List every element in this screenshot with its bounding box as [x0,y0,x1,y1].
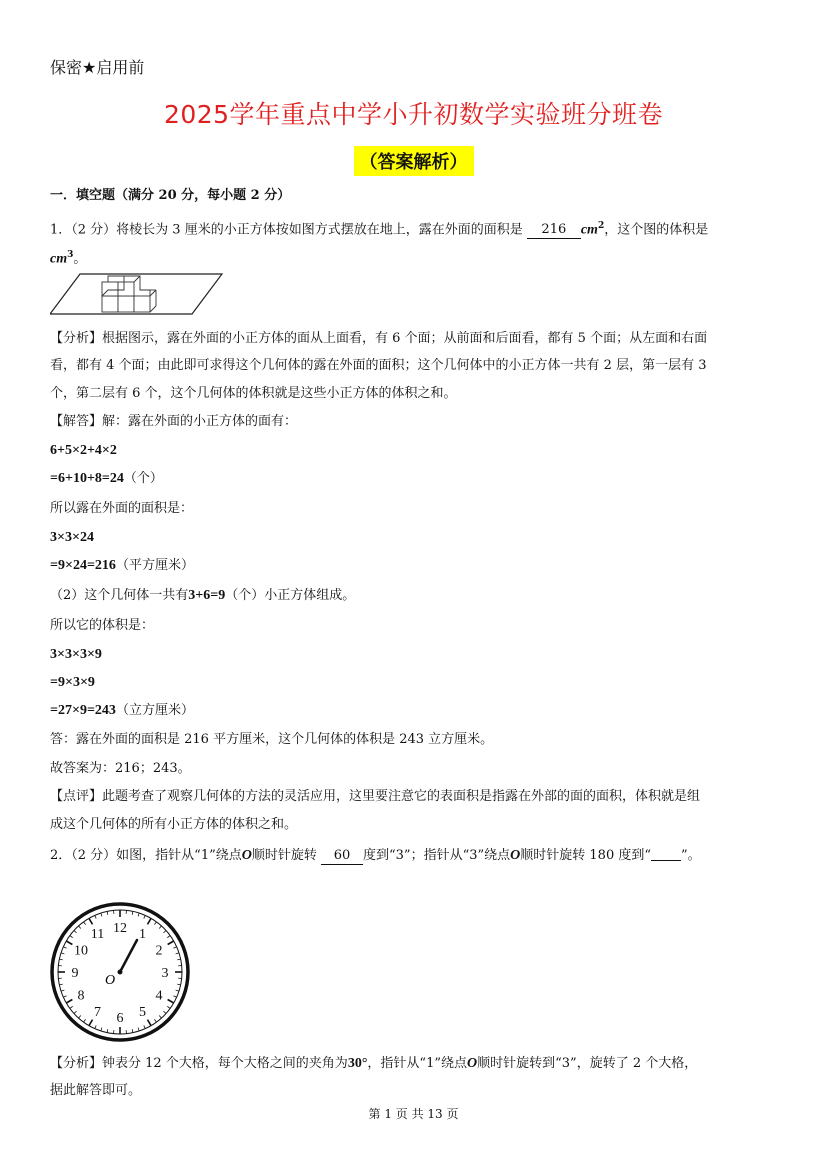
page-title: 2025学年重点中学小升初数学实验班分班卷 [163,100,664,129]
q1-sup2: 2 [597,221,605,231]
answer-tag-wrap [0,146,827,176]
clock-pivot [118,970,123,975]
q1-part2-math: 3+6=9 [188,588,226,603]
q1-sup3: 3 [67,250,74,260]
q1-eq5: 3×3×3×9 [50,647,102,662]
q1-unit-cm2: cm [580,222,598,238]
q2-mid3: 顺时针旋转 180 度到“ [520,848,652,863]
q2-prefix: 2．（2 分）如图，指针从“1”绕点 [50,848,242,863]
q2-answer-blank: 60 [321,848,363,865]
q1-eq2: =6+10+8=24 [50,471,124,486]
q1-eq4-line [50,558,194,574]
q2-analysis-2: 据此解答即可。 [50,1083,142,1098]
clock-number: 10 [74,943,89,959]
q1-analysis-2: 看，都有 4 个面；由此即可求得这个几何体的露在外面的面积；这个几何体中的小正方体一共有 2 层，第一层有 3 [50,358,707,373]
q1-eq2-line [50,471,163,487]
clock-number: 1 [139,927,146,943]
page-footer: 第 1 页 共 13 页 [368,1107,459,1121]
q1-eq2-unit: （个） [123,471,163,486]
q2-analysis-deg: 30° [347,1056,368,1071]
q1-volume-intro: 所以它的体积是： [50,618,155,633]
clock-number: 6 [116,1011,124,1026]
q1-eq7-line [50,703,194,719]
clock-number: 12 [113,921,127,936]
q1-final-answer: 故答案为：216；243。 [50,761,191,776]
q2-blank2 [651,847,681,861]
q2-point1: O [241,848,252,863]
q1-suffix: ，这个图的体积是 [604,222,709,238]
q1-eq6: =9×3×9 [50,675,95,690]
clock-figure [48,902,193,1042]
q1-analysis-3: 个，第二层有 6 个，这个几何体的体积就是这些小正方体的体积之和。 [50,386,457,401]
q1-eq7: =27×9=243 [50,703,116,718]
clock-number: 8 [77,988,85,1004]
q2-point2: O [510,848,521,863]
q1-eq4-unit: （平方厘米） [115,558,194,573]
clock-number: 2 [155,943,163,959]
q1-comment-2: 成这个几何体的所有小正方体的体积之和。 [50,817,298,832]
cube-stack [102,276,156,312]
q1-answer-blank: 216 [527,222,581,239]
q1-stem-cont [50,247,86,267]
q2-analysis-1c: 顺时针旋转到“3”，旋转了 2 个大格， [477,1056,698,1071]
q1-part2-a: （2）这个几何体一共有 [50,588,189,603]
clock-number: 3 [161,966,169,981]
clock-center-label: O [105,973,116,988]
q2-end: ”。 [681,848,701,863]
clock-number: 7 [94,1004,101,1020]
answer-tag: （答案解析） [354,146,474,176]
clock-number: 9 [71,966,79,981]
q1-end: 。 [73,251,87,267]
q2-analysis-1a: 【分析】钟表分 12 个大格，每个大格之间的夹角为 [50,1056,348,1071]
q1-solution-intro: 【解答】解：露在外面的小正方体的面有： [50,414,298,429]
q1-eq7-unit: （立方厘米） [115,703,194,718]
q1-answer-line: 答：露在外面的面积是 216 平方厘米，这个几何体的体积是 243 立方厘米。 [50,732,494,747]
q2-analysis-1b: ，指针从“1”绕点 [367,1056,467,1071]
q1-part2-line [50,588,355,604]
clock-number: 5 [139,1004,146,1020]
q2-analysis-1 [50,1056,697,1072]
q1-eq1: 6+5×2+4×2 [50,443,117,458]
q2-mid2: 度到“3”；指针从“3”绕点 [363,848,511,863]
section-heading: 一．填空题（满分 20 分，每小题 2 分） [50,188,291,203]
cube-figure [50,270,225,318]
q1-comment-1: 【点评】此题考查了观察几何体的方法的灵活应用，这里要注意它的表面积是指露在外部的面的面积，体积就是组 [50,789,701,804]
clock-number: 4 [155,988,163,1004]
q1-eq3: 3×3×24 [50,530,94,545]
clock-number: 11 [90,927,105,943]
q1-unit-cm3: cm [50,251,68,267]
q2-stem [50,847,701,865]
q1-eq4: =9×24=216 [50,558,116,573]
q1-stem [50,218,708,239]
q2-mid1: 顺时针旋转 [251,848,322,863]
q1-area-intro: 所以露在外面的面积是： [50,501,194,516]
q1-part2-b: （个）小正方体组成。 [225,588,356,603]
confidential-label: 保密★启用前 [50,58,145,77]
q2-analysis-point: O [467,1056,478,1071]
q1-prefix: 1．（2 分）将棱长为 3 厘米的小正方体按如图方式摆放在地上，露在外面的面积是 [50,222,527,238]
q1-analysis-1: 【分析】根据图示，露在外面的小正方体的面从上面看，有 6 个面；从前面和后面看，都有 5 个面；从左面和右面 [50,331,708,346]
